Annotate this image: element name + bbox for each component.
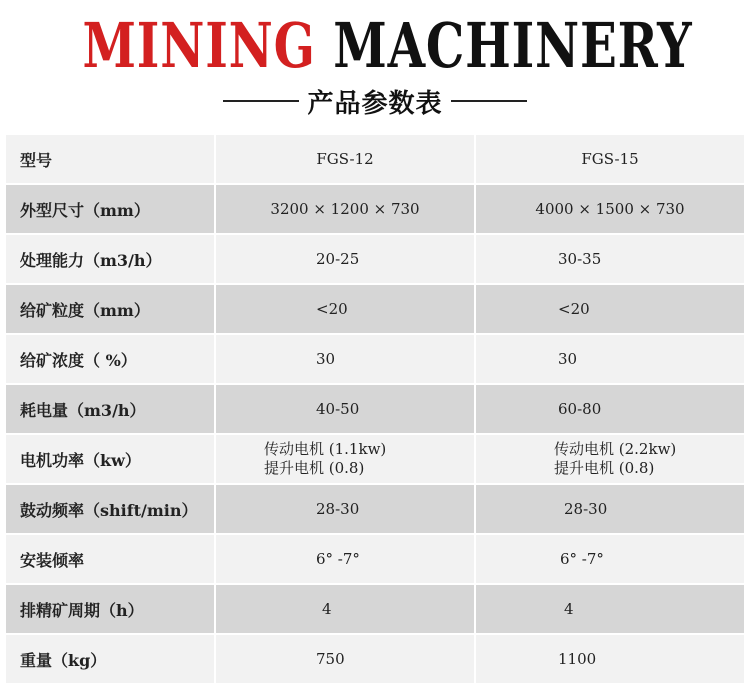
cell-fgs15: 28-30: [476, 485, 744, 533]
cell-fgs15: 6° -7°: [476, 535, 744, 583]
cell-line: 传动电机 (1.1kw): [264, 440, 387, 458]
row-label: 电机功率（kw）: [6, 435, 214, 483]
row-label: 处理能力（m3/h）: [6, 235, 214, 283]
subtitle-row: [0, 83, 750, 119]
cell-line: 传动电机 (2.2kw): [554, 440, 677, 458]
cell-fgs12: 4: [216, 585, 474, 633]
row-label: 排精矿周期（h）: [6, 585, 214, 633]
row-label: 鼓动频率（shift/min）: [6, 485, 214, 533]
cell-fgs15: 60-80: [476, 385, 744, 433]
table-row: [6, 285, 744, 333]
table-row: [6, 135, 744, 183]
cell-fgs15: 30: [476, 335, 744, 383]
cell-fgs12: 30: [216, 335, 474, 383]
row-label: 外型尺寸（mm）: [6, 185, 214, 233]
table-row: [6, 535, 744, 583]
cell-fgs12: [216, 435, 474, 483]
table-row: [6, 235, 744, 283]
row-label: 安装倾率: [6, 535, 214, 583]
cell-fgs12: 750: [216, 635, 474, 683]
cell-fgs15: 4: [476, 585, 744, 633]
cell-fgs12: 40-50: [216, 385, 474, 433]
row-label: 给矿粒度（mm）: [6, 285, 214, 333]
subtitle-rule-right: [451, 100, 527, 102]
row-label: 重量（kg）: [6, 635, 214, 683]
table-row: [6, 585, 744, 633]
row-label: 给矿浓度（ %）: [6, 335, 214, 383]
brand-title-red: MINING: [82, 9, 316, 82]
cell-fgs12: 28-30: [216, 485, 474, 533]
table-row: [6, 485, 744, 533]
subtitle: 产品参数表: [307, 88, 443, 119]
cell-fgs15: 30-35: [476, 235, 744, 283]
cell-fgs12: FGS-12: [216, 135, 474, 183]
cell-fgs15: <20: [476, 285, 744, 333]
cell-fgs12: <20: [216, 285, 474, 333]
cell-fgs15: 4000 × 1500 × 730: [476, 185, 744, 233]
row-label: 型号: [6, 135, 214, 183]
table-row: [6, 185, 744, 233]
cell-fgs15: [476, 435, 744, 483]
subtitle-rule-left: [223, 100, 299, 102]
table-row: [6, 435, 744, 483]
cell-line: 提升电机 (0.8): [264, 459, 365, 477]
table-row: [6, 385, 744, 433]
cell-fgs15: FGS-15: [476, 135, 744, 183]
table-row: [6, 635, 744, 683]
cell-line: 提升电机 (0.8): [554, 459, 655, 477]
cell-fgs12: 20-25: [216, 235, 474, 283]
table-row: [6, 335, 744, 383]
cell-fgs15: 1100: [476, 635, 744, 683]
cell-fgs12: 3200 × 1200 × 730: [216, 185, 474, 233]
brand-title: [82, 6, 693, 86]
parameter-table: [6, 135, 744, 685]
cell-fgs12: 6° -7°: [216, 535, 474, 583]
brand-title-black: MACHINERY: [333, 9, 693, 82]
row-label: 耗电量（m3/h）: [6, 385, 214, 433]
